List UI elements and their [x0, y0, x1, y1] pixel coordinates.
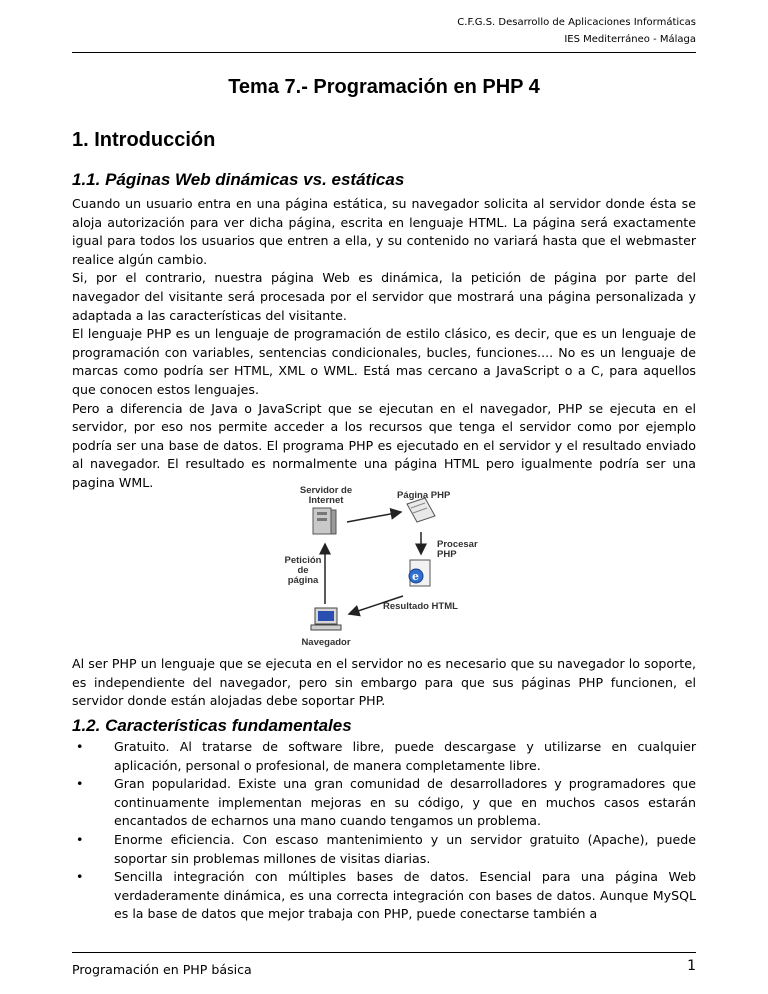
list-item-text: Sencilla integración con múltiples bases de datos. Esencial para una página Web verdaderamente dinámica, es una correcta integración con bases de datos. Aunque MySQL es la base de datos que mejor trabaja con PHP, puede conectarse también a: [114, 869, 696, 922]
section-heading-introduccion: 1. Introducción: [72, 129, 216, 151]
paragraph: Pero a diferencia de Java o JavaScript que se ejecutan en el navegador, PHP se ejecuta en el servidor, por eso nos permite acceder a los recursos que tenga el servidor como por ejemplo podría ser una base de datos. El programa PHP es ejecutado en el servidor y el resultado enviado al navegador. El resultado es normalmente una página HTML pero igualmente podría ser una pagina WML.: [72, 400, 696, 490]
page-header: [457, 14, 696, 48]
intro-paragraphs: [72, 195, 696, 493]
server-icon: [313, 508, 336, 534]
paragraph: El lenguaje PHP es un lenguaje de programación de estilo clásico, es decir, que es un lenguaje de programación con variables, sentencias condicionales, bucles, funciones.... No es un lenguaje de marcas como podría ser HTML, XML o WML. Está mas cercano a JavaScript o a C, para aquellos que conocen estos lenguajes.: [72, 326, 696, 397]
result-html-label: Resultado HTML: [383, 601, 458, 612]
bullet-icon: •: [76, 831, 84, 847]
request-label: Petición de página: [284, 555, 322, 586]
browser-label: Navegador: [301, 637, 351, 648]
list-item: [72, 831, 696, 868]
list-item: [72, 738, 696, 775]
bullet-icon: •: [76, 776, 84, 792]
bullet-icon: •: [76, 739, 84, 754]
subsection-heading-paginas-web: 1.1. Páginas Web dinámicas vs. estáticas: [72, 170, 405, 189]
list-item: [72, 775, 696, 831]
computer-icon: [311, 608, 341, 630]
paragraph: Al ser PHP un lenguaje que se ejecuta en el servidor no es necesario que su navegador lo soporte, es independiente del navegador, pero sin embargo para que sus páginas PHP funcionen, el servidor donde están alojadas debe soportar PHP.: [72, 656, 696, 709]
php-request-diagram: [275, 484, 505, 650]
subsection-heading-caracteristicas: 1.2. Características fundamentales: [72, 716, 352, 735]
list-item-text: Gran popularidad. Existe una gran comunidad de desarrolladores y programadores que continuamente implementan mejoras en su código, y que en muchos casos estarán encantados de echarnos una mano cuando tengamos un problema.: [114, 776, 696, 829]
page-number: 1: [687, 958, 696, 974]
features-list: [72, 738, 696, 924]
list-item: [72, 868, 696, 924]
paragraph: Cuando un usuario entra en una página estática, su navegador solicita al servidor donde ésta se aloja autorización para ver dicha página, escrita en lenguaje HTML. La página será exactamente igual para todos los usuarios que entren a ella, y su contenido no variará hasta que el webmaster realice algún cambio.: [72, 196, 696, 267]
footer-title: Programación en PHP básica: [72, 962, 252, 977]
process-php-label: Procesar PHP: [437, 539, 478, 560]
header-school: IES Mediterráneo - Málaga: [564, 34, 696, 45]
footer-rule: [72, 952, 696, 953]
html-page-icon: [409, 560, 430, 586]
svg-text:e: e: [412, 570, 419, 583]
after-diagram-paragraph: [72, 655, 696, 711]
header-rule: [72, 52, 696, 53]
list-item-text: Gratuito. Al tratarse de software libre, puede descargase y utilizarse en cualquier aplicación, personal o profesional, de manera completamente libre.: [114, 739, 696, 773]
list-item-text: Enorme eficiencia. Con escaso mantenimiento y un servidor gratuito (Apache), puede soportar sin problemas millones de visitas diarias.: [114, 831, 696, 866]
server-label: Servidor de Internet: [299, 485, 353, 506]
bullet-icon: •: [76, 869, 84, 885]
page-title: Tema 7.- Programación en PHP 4: [228, 76, 540, 98]
header-course: C.F.G.S. Desarrollo de Aplicaciones Informáticas: [457, 17, 696, 28]
paragraph: Si, por el contrario, nuestra página Web es dinámica, la petición de página por parte del navegador del visitante será procesada por el servidor que mostrará una página personalizada y adaptada a las características del visitante.: [72, 270, 696, 323]
php-page-label: Página PHP: [397, 490, 451, 501]
php-page-icon: [407, 498, 435, 522]
